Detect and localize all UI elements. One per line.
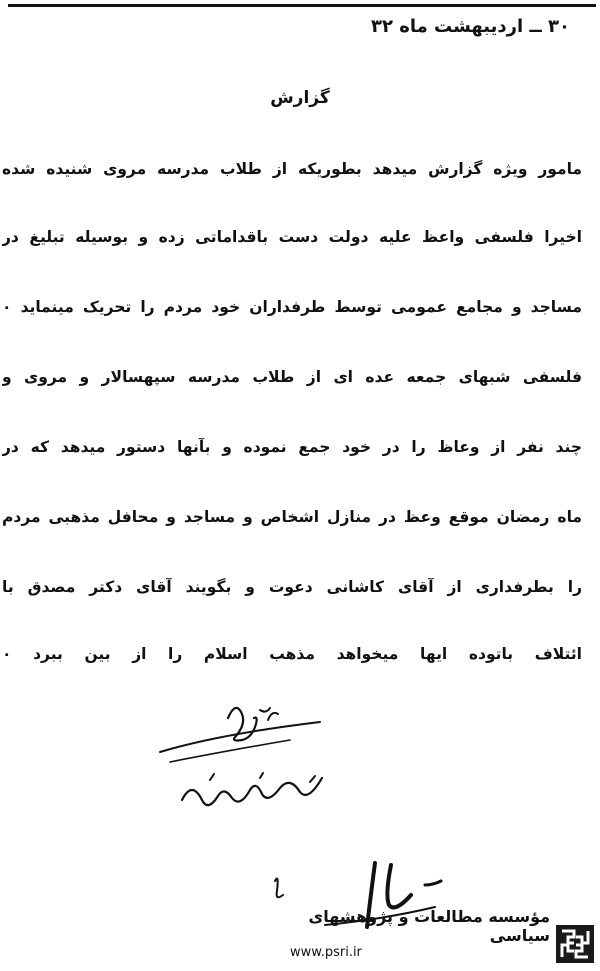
report-line: را بطرفداری از آقای کاشانی دعوت و بگويند آقای دکتر مصدق با — [2, 578, 582, 596]
footer-watermark — [250, 907, 550, 961]
psri-logo-icon — [556, 925, 594, 963]
handwritten-initials — [150, 690, 330, 770]
document-date: ۳۰ ــ ارديبهشت ماه ۳۲ — [371, 16, 570, 37]
handwritten-signature — [170, 770, 390, 830]
top-border-line — [8, 4, 596, 7]
report-line: اخيرا فلسفی واعظ عليه دولت دست باقداماتی زده و بوسيله تبليغ در — [2, 228, 582, 246]
report-line: چند نفر از وعاظ را در خود جمع نموده و بآنها دستور ميدهد که در — [2, 438, 582, 456]
report-line: ماه رمضان موقع وعظ در منازل اشخاص و مساجد و محافل مذهبی مردم — [2, 508, 582, 526]
report-line: ائتلاف باتوده ايها ميخواهد مذهب اسلام را از بين ببرد ٠ — [2, 645, 582, 663]
report-line: مامور ويژه گزارش ميدهد بطوريكه از طلاب مدرسه مروی شنيده شده — [2, 160, 582, 178]
report-line: مساجد و مجامع عمومی توسط طرفداران خود مردم را تحريک مينمايد ٠ — [2, 298, 582, 316]
report-title: گزارش — [270, 88, 330, 108]
report-line: فلسفی شبهای جمعه عده ای از طلاب مدرسه سپهسالار و مروی و — [2, 368, 582, 386]
institute-url[interactable]: www.psri.ir — [290, 945, 362, 961]
institute-name: مؤسسه مطالعات و پژوهشهای سیاسی — [308, 907, 550, 946]
